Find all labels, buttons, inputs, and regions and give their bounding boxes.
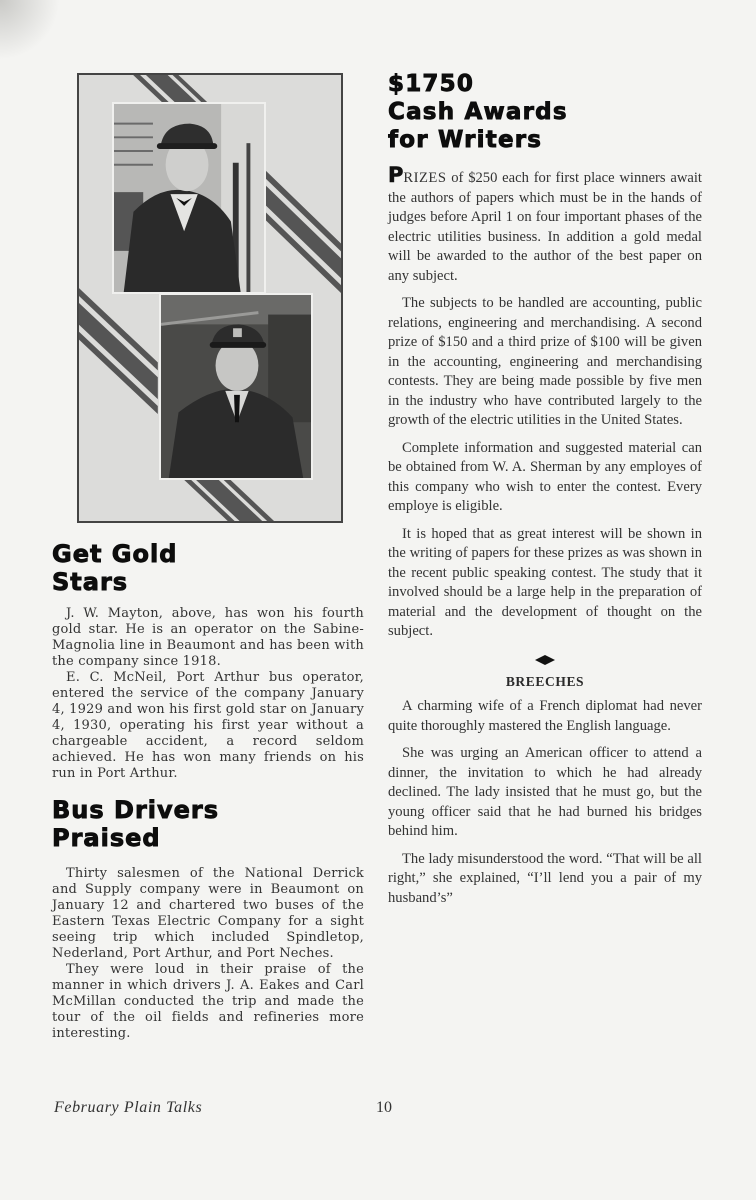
- article-body: [52, 606, 364, 782]
- left-column: [52, 540, 364, 1042]
- headline-line: Cash Awards: [388, 99, 568, 125]
- portrait-man-in-hat-icon: [114, 104, 264, 292]
- paragraph: The subjects to be handled are accounting, public relations, engineering and merchandising. A second prize of $150 and a third prize of $100 will be given in the accounting, engineering and merchandising contests. They are being made possible by five men in the industry who have contributed largely to the growth of the electric utilities in the United States.: [388, 295, 702, 428]
- headline-line: Praised: [52, 824, 161, 852]
- article-bus-drivers: [52, 796, 364, 1042]
- page-edge-shadow: [0, 0, 60, 60]
- headline-bus-drivers: [52, 796, 364, 852]
- headline-line: Get Gold: [52, 540, 178, 568]
- paragraph: She was urging an American officer to attend a dinner, the invitation to which he had already declined. The lady insisted that he must go, but the young officer said that he had burned his bridges behind him.: [388, 745, 702, 839]
- diamond-ornament-icon: [388, 652, 702, 666]
- portrait-man-in-uniform-icon: [161, 295, 311, 478]
- headline-gold-stars: [52, 540, 364, 596]
- paragraph: A charming wife of a French diplomat had never quite thoroughly mastered the English language.: [388, 698, 702, 734]
- article-body: [388, 163, 702, 642]
- photo-mcneil: [159, 293, 313, 480]
- paragraph: Complete information and suggested material can be obtained from W. A. Sherman by any employes of this company who wish to enter the contest. Every employe is eligible.: [388, 439, 702, 514]
- paragraph: E. C. McNeil, Port Arthur bus operator, entered the service of the company January 4, 1929 and won his first gold star on January 4, 1930, operating his first year without a chargeable accident, a record seldom achieved. He has won many friends on his run in Port Arthur.: [52, 670, 364, 781]
- footer-publication-title: February Plain Talks: [54, 1099, 203, 1116]
- section-title-breeches: BREECHES: [505, 673, 585, 689]
- article-cash-awards: [388, 70, 702, 642]
- right-column: [388, 70, 702, 908]
- paragraph: They were loud in their praise of the manner in which drivers J. A. Eakes and Carl McMillan conducted the trip and made the tour of the oil fields and refineries more interesting.: [52, 962, 364, 1041]
- headline-line: Stars: [52, 568, 129, 596]
- lead-paragraph: [388, 163, 702, 286]
- lead-smallcaps: RIZES: [403, 170, 447, 186]
- headline-cash-awards: [388, 70, 702, 154]
- article-gold-stars: [52, 540, 364, 782]
- headline-line: for Writers: [388, 127, 543, 153]
- article-body: [52, 866, 364, 1042]
- paragraph: It is hoped that as great interest will be shown in the writing of papers for these prizes as was shown in the recent public speaking contest. The study that it involved should be a large help in the preparation of material and the development of thought on the subject.: [388, 525, 702, 639]
- lead-text: of $250 each for first place winners await the authors of papers which must be in the hands of judges before April 1 on four important phases of the electric utilities business. In addition a gold medal will be awarded to the author of the best paper on any subject.: [388, 170, 702, 284]
- paragraph: J. W. Mayton, above, has won his fourth gold star. He is an operator on the Sabine-Magnolia line in Beaumont and has been with the company since 1918.: [52, 606, 364, 669]
- headline-line: Bus Drivers: [52, 796, 220, 824]
- paragraph: The lady misunderstood the word. “That will be all right,” she explained, “I’ll lend you a pair of my husband’s”: [388, 850, 702, 906]
- drop-cap: P: [388, 163, 404, 187]
- headline-line: $1750: [388, 71, 475, 97]
- article-breeches: [388, 652, 702, 909]
- photo-panel: [77, 73, 343, 523]
- paragraph: Thirty salesmen of the National Derrick and Supply company were in Beaumont on January 12 and chartered two buses of the Eastern Texas Electric Company for a sight seeing trip which included Spindletop, Nederland, Port Arthur, and Port Neches.: [52, 866, 364, 961]
- photo-mayton: [112, 102, 266, 294]
- page-number: 10: [376, 1099, 392, 1116]
